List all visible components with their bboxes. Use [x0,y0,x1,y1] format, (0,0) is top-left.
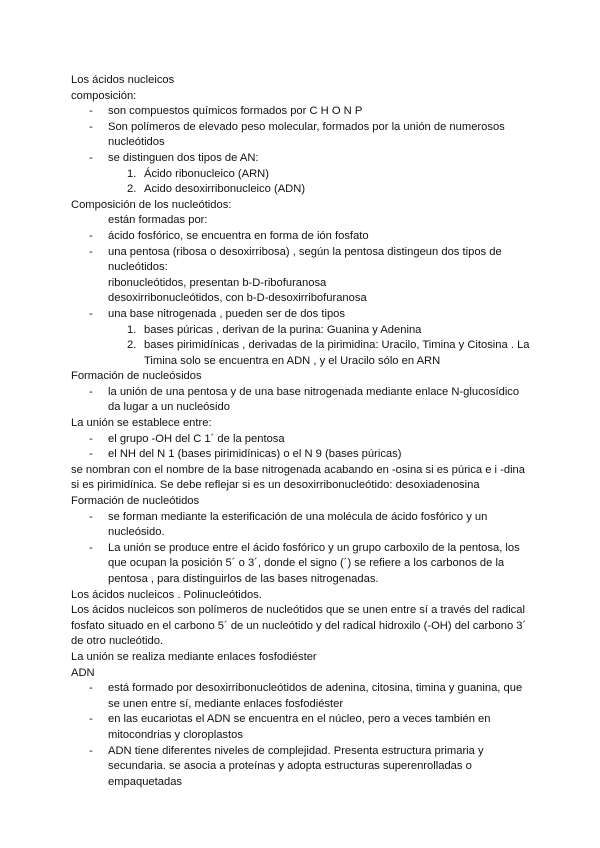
comp-nucleotidos-intro: están formadas por: [108,214,208,227]
list-item [71,541,533,588]
enlace-paragraph: La unión se realiza mediante enlaces fosfodiéster [71,650,317,663]
list-item [71,712,533,743]
list-item-text: ácido fosfórico, se encuentra en forma de ión fosfato [108,229,369,242]
list-item [71,104,533,120]
poli-heading: Los ácidos nucleicos . Polinucleótidos. [71,588,262,601]
comp-nucleotidos-heading: Composición de los nucleótidos: [71,198,232,211]
numbered-item-text: Acido desoxirribonucleico (ADN) [144,183,306,196]
numbered-item-text: bases pirimidínicas , derivadas de la pirimidina: Uracilo, Timina y Citosina . La Timina solo se encuentra en ADN , y el Uracilo sólo en ARN [144,339,530,367]
item-number: 1. [127,323,137,336]
numbered-item-text: Ácido ribonucleico (ARN) [144,167,269,180]
numbered-item [71,167,533,183]
dash-bullet: - [89,448,93,461]
list-item-text: ADN tiene diferentes niveles de complejidad. Presenta estructura primaria y secundaria. se asocia a proteínas y adopta estructuras superenrolladas o empaquetadas [108,744,484,788]
list-item [71,151,533,167]
list-item [71,432,533,448]
dash-bullet: - [89,541,93,554]
list-item [71,744,533,791]
list-item-text: se distinguen dos tipos de AN: [108,151,259,164]
list-item-text: son compuestos químicos formados por C H O N P [108,105,363,118]
dash-bullet: - [89,105,93,118]
document-page [71,73,533,790]
list-item-text: en las eucariotas el ADN se encuentra en el núcleo, pero a veces también en mitocondrias y cloroplastos [108,713,491,741]
list-item-text: Son polímeros de elevado peso molecular, formados por la unión de numerosos nucleótidos [108,120,505,149]
list-item [71,681,533,712]
list-item-text: una base nitrogenada , pueden ser de dos tipos [108,307,345,320]
nucleosidos-heading: Formación de nucleósidos [71,370,202,383]
adn-heading: ADN [71,666,95,679]
composicion-heading: composición: [71,89,137,102]
list-item-text: el NH del N 1 (bases pirimidínicas) o el N 9 (bases púricas) [108,448,402,461]
list-item-text: una pentosa (ribosa o desoxirribosa) , según la pentosa distingeun dos tipos de nucleótidos: [108,245,502,274]
list-item [71,120,533,151]
dash-bullet: - [89,151,93,164]
list-item [71,245,533,276]
numbered-item [71,338,533,369]
dash-bullet: - [89,744,93,757]
dash-bullet: - [89,307,93,320]
numbered-item [71,182,533,198]
poli-paragraph: Los ácidos nucleicos son polímeros de nucleótidos que se unen entre sí a través del radical fosfato situado en el carbono 5´ de un nucleótido y del radical hidroxilo (-OH) del carbono 3´ de otro nucleótido. [71,604,527,648]
list-item-text: se forman mediante la esterificación de una molécula de ácido fosfórico y un nucleósido. [108,510,488,539]
list-item-text: La unión se produce entre el ácido fosfórico y un grupo carboxilo de la pentosa, los que ocupan la posición 5´ o 3´, donde el signo (´) se refiere a los carbonos de la pentosa , para distinguirlos de las bases nitrogenadas. [108,541,520,585]
comp-item-2-line-a: ribonucleótidos, presentan b-D-ribofuranosa [108,276,327,289]
document-title: Los ácidos nucleicos [71,74,175,86]
nucleotidos-heading: Formación de nucleótidos [71,495,200,508]
numbered-item [71,323,533,339]
dash-bullet: - [89,229,93,242]
item-number: 1. [127,167,137,180]
numbered-item-text: bases púricas , derivan de la purina: Guanina y Adenina [144,323,422,336]
list-item [71,385,533,416]
dash-bullet: - [89,510,93,523]
dash-bullet: - [89,120,93,133]
dash-bullet: - [89,385,93,398]
list-item-text: está formado por desoxirribonucleótidos de adenina, citosina, timina y guanina, que se unen entre sí, mediante enlaces fosfodiéster [108,682,523,710]
dash-bullet: - [89,245,93,258]
list-item [71,447,533,463]
item-number: 2. [127,183,137,196]
list-item-text: la unión de una pentosa y de una base nitrogenada mediante enlace N-glucosídico da lugar a un nucleósido [108,385,520,414]
dash-bullet: - [89,682,93,695]
comp-item-2-line-b: desoxirribonucleótidos, con b-D-desoxirribofuranosa [108,292,367,305]
dash-bullet: - [89,713,93,726]
dash-bullet: - [89,432,93,445]
list-item-text: el grupo -OH del C 1´ de la pentosa [108,432,285,445]
item-number: 2. [127,339,137,352]
naming-paragraph: se nombran con el nombre de la base nitrogenada acabando en -osina si es púrica e i -dina si es pirimidínica. Se debe reflejar si es un desoxirribonucleótido: desoxiadenosina [71,463,526,492]
list-item [71,307,533,323]
list-item [71,229,533,245]
list-item [71,510,533,541]
union-heading: La unión se establece entre: [71,417,212,430]
